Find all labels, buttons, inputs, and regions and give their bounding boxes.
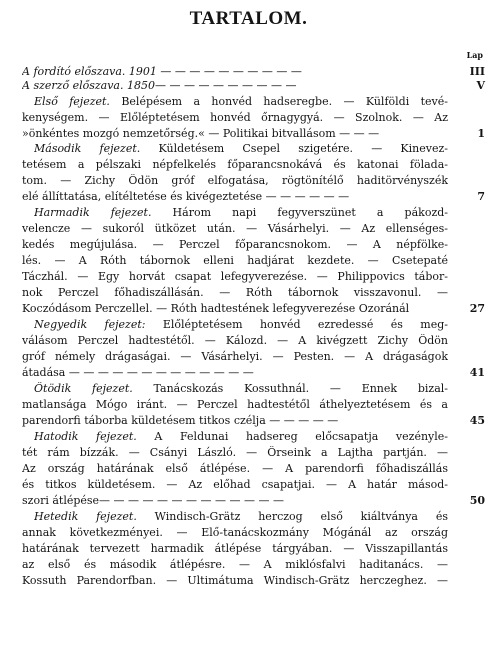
toc-page-number: 45 (469, 414, 485, 427)
chapter-heading: Hatodik fejezet. (34, 430, 137, 443)
toc-line: nok Perczel főhadiszállásán. — Róth tábornok visszavonul. — (22, 286, 448, 299)
toc-line: lés. — A Róth tábornok elleni hadjárat kezdete. — Csetepaté (22, 254, 448, 267)
toc-page-number: III (469, 65, 485, 78)
toc-line: annak következményei. — Elő-tanácskozmány Mógánál az ország (22, 526, 448, 539)
chapter-heading: Harmadik fejezet. (34, 206, 152, 219)
toc-line: és titkos küldetésem. — Az előhad csapatjai. — A határ másod- (22, 478, 448, 491)
toc-page-number: 7 (477, 190, 485, 203)
toc-line: velencze — sukoról ütközet után. — Vásárhelyi. — Az ellenséges- (22, 222, 448, 235)
chapter-heading: Ötödik fejezet. (34, 382, 133, 395)
toc-line: szori átlépése— — — — — — — — — — — — — (22, 494, 285, 507)
toc-line: gróf némely drágaságai. — Vásárhelyi. — Pesten. — A drágaságok (22, 350, 448, 363)
chapter-heading: Második fejezet. (34, 142, 141, 155)
toc-line: határának tervezett harmadik átlépése tárgyában. — Visszapillantás (22, 542, 448, 555)
toc-line: kedés megújulása. — Perczel főparancsnokom. — A népfölke- (22, 238, 448, 251)
toc-line: tetésem a pélszaki népfelkelés főparancsnokává és katonai fölada- (22, 158, 448, 171)
toc-line: »önkéntes mozgó nemzetőrség.« — Politikai bitvallásom — — — (22, 127, 380, 140)
toc-page-number: V (476, 79, 485, 92)
toc-line: tom. — Zichy Ödön gróf elfogatása, rögtönítélő haditörvényszék (22, 174, 448, 187)
chapter-heading: Negyedik fejezet: (34, 318, 146, 331)
toc-line: átadása — — — — — — — — — — — — — (22, 366, 254, 379)
toc-line: Táczhál. — Egy horvát csapat lefegyverezése. — Philippovics tábor- (22, 270, 448, 283)
toc-page-number: 1 (477, 127, 485, 140)
toc-line: Negyedik fejezet: Előléptetésem honvéd ezredessé és meg- (34, 318, 448, 331)
toc-line: Hetedik fejezet. Windisch-Grätz herczog első kiáltványa és (34, 510, 448, 523)
chapter-heading: Hetedik fejezet. (34, 510, 137, 523)
toc-line: Kossuth Parendorfban. — Ultimátuma Windisch-Grätz herczeghez. — (22, 574, 448, 587)
toc-line: Második fejezet. Küldetésem Csepel szigetére. — Kinevez- (34, 142, 448, 155)
toc-line: tét rám bízzák. — Csányi László. — Örseink a Lajtha partján. — (22, 446, 448, 459)
toc-line: Első fejezet. Belépésem a honvéd hadseregbe. — Külföldi tevé- (34, 95, 448, 108)
toc-line: elé állíttatása, elítéltetése és kivégeztetése — — — — — — (22, 190, 350, 203)
toc-page-number: 50 (469, 494, 485, 507)
toc-line: Ötödik fejezet. Tanácskozás Kossuthnál. — Ennek bizal- (34, 382, 448, 395)
page-column-header: Lap (466, 50, 483, 60)
toc-line: válásom Perczel hadtestétől. — Kálozd. — A kivégzett Zichy Ödön (22, 334, 448, 347)
toc-line: Harmadik fejezet. Három napi fegyverszünet a pákozd- (34, 206, 448, 219)
toc-line: az első és második átlépésre. — A miklósfalvi haditanács. — (22, 558, 448, 571)
page-title: TARTALOM. (189, 8, 308, 29)
toc-page-number: 27 (469, 302, 485, 315)
toc-line: Koczódásom Perczellel. — Róth hadtestének lefegyverezése Ozoránál (22, 302, 410, 315)
toc-line: A fordító előszava. 1901 — — — — — — — — — — (22, 65, 302, 78)
chapter-heading: Első fejezet. (34, 95, 110, 108)
toc-line: parendorfi táborba küldetésem titkos czélja — — — — — (22, 414, 339, 427)
toc-line: kenységem. — Előléptetésem honvéd őrnagygyá. — Szolnok. — Az (22, 111, 448, 124)
toc-line: Az ország határának első átlépése. — A parendorfi főhadiszállás (22, 462, 448, 475)
toc-page-number: 41 (469, 366, 485, 379)
toc-line: Hatodik fejezet. A Feldunai hadsereg előcsapatja vezényle- (34, 430, 448, 443)
toc-line: matlansága Mógo iránt. — Perczel hadtestétől áthelyeztetésem és a (22, 398, 448, 411)
toc-line: A szerző előszava. 1850— — — — — — — — — — (22, 79, 297, 92)
